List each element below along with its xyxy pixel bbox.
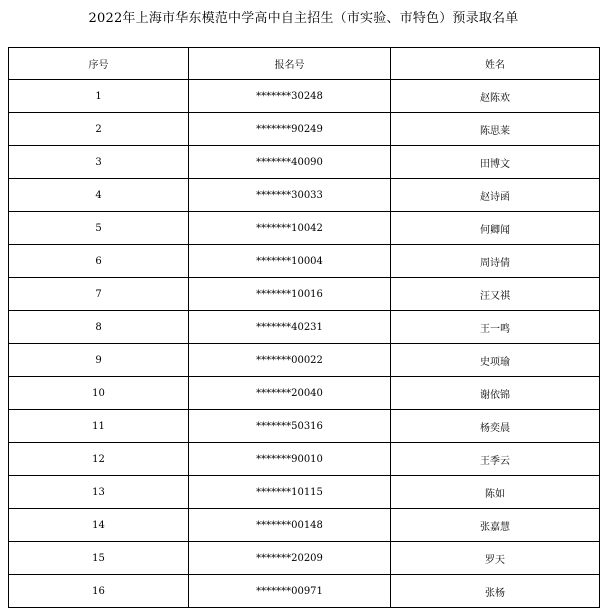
cell-serial: 15: [9, 542, 189, 575]
cell-name: 赵诗函: [391, 179, 600, 212]
cell-registration-number: *******00971: [189, 575, 391, 608]
header-registration-number: 报名号: [189, 48, 391, 80]
cell-registration-number: *******30033: [189, 179, 391, 212]
table-row: [9, 212, 600, 245]
cell-name: 陈思莱: [391, 113, 600, 146]
cell-registration-number: *******20040: [189, 377, 391, 410]
cell-serial: 8: [9, 311, 189, 344]
cell-name: 何卿闻: [391, 212, 600, 245]
table-row: [9, 443, 600, 476]
table-header-row: [9, 48, 600, 80]
cell-registration-number: *******00148: [189, 509, 391, 542]
table-row: [9, 410, 600, 443]
cell-registration-number: *******10042: [189, 212, 391, 245]
table-row: [9, 311, 600, 344]
cell-serial: 10: [9, 377, 189, 410]
cell-registration-number: *******10016: [189, 278, 391, 311]
table-row: [9, 575, 600, 608]
cell-serial: 2: [9, 113, 189, 146]
cell-serial: 7: [9, 278, 189, 311]
cell-name: 周诗倩: [391, 245, 600, 278]
table-row: [9, 278, 600, 311]
cell-name: 汪又祺: [391, 278, 600, 311]
header-name: 姓名: [391, 48, 600, 80]
cell-name: 田博文: [391, 146, 600, 179]
cell-serial: 6: [9, 245, 189, 278]
cell-registration-number: *******30248: [189, 80, 391, 113]
table-row: [9, 344, 600, 377]
cell-name: 王季云: [391, 443, 600, 476]
cell-registration-number: *******90010: [189, 443, 391, 476]
header-serial: 序号: [9, 48, 189, 80]
admission-table: [8, 47, 600, 608]
cell-registration-number: *******40231: [189, 311, 391, 344]
table-row: [9, 146, 600, 179]
cell-registration-number: *******50316: [189, 410, 391, 443]
cell-serial: 14: [9, 509, 189, 542]
cell-name: 谢依锦: [391, 377, 600, 410]
cell-name: 张杨: [391, 575, 600, 608]
cell-registration-number: *******20209: [189, 542, 391, 575]
cell-name: 王一鸣: [391, 311, 600, 344]
table-row: [9, 509, 600, 542]
table-row: [9, 476, 600, 509]
table-row: [9, 80, 600, 113]
cell-name: 史项瑜: [391, 344, 600, 377]
table-row: [9, 245, 600, 278]
cell-registration-number: *******00022: [189, 344, 391, 377]
cell-serial: 5: [9, 212, 189, 245]
table-row: [9, 377, 600, 410]
cell-serial: 13: [9, 476, 189, 509]
table-row: [9, 179, 600, 212]
table-row: [9, 113, 600, 146]
cell-serial: 1: [9, 80, 189, 113]
cell-registration-number: *******90249: [189, 113, 391, 146]
cell-name: 陈如: [391, 476, 600, 509]
cell-name: 张嘉慧: [391, 509, 600, 542]
cell-serial: 4: [9, 179, 189, 212]
cell-name: 罗天: [391, 542, 600, 575]
cell-serial: 12: [9, 443, 189, 476]
cell-serial: 9: [9, 344, 189, 377]
cell-name: 赵陈欢: [391, 80, 600, 113]
cell-registration-number: *******10115: [189, 476, 391, 509]
cell-name: 杨奕晨: [391, 410, 600, 443]
page-title: 2022年上海市华东模范中学高中自主招生（市实验、市特色）预录取名单: [88, 11, 519, 26]
cell-serial: 11: [9, 410, 189, 443]
cell-registration-number: *******40090: [189, 146, 391, 179]
cell-serial: 16: [9, 575, 189, 608]
cell-registration-number: *******10004: [189, 245, 391, 278]
cell-serial: 3: [9, 146, 189, 179]
table-row: [9, 542, 600, 575]
